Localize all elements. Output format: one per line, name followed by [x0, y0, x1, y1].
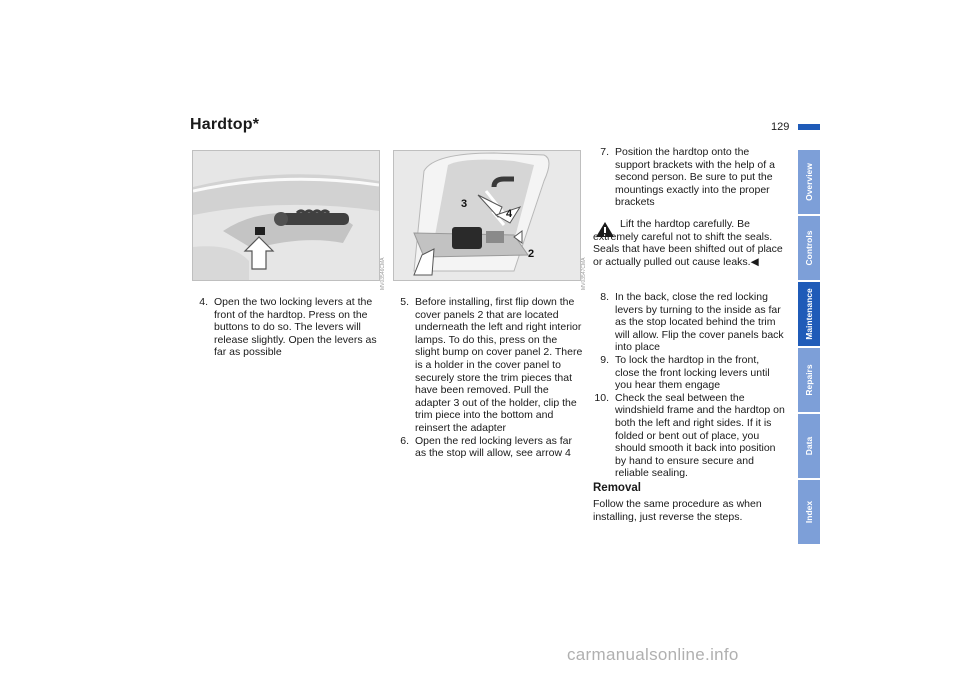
step-text: Position the hardtop onto the support brackets with the help of a second person. Be sure to put the mountings exactly into the proper brackets: [615, 146, 775, 209]
step-8: [593, 291, 785, 354]
step-7: [593, 146, 785, 209]
locking-lever-illustration: [193, 151, 379, 280]
tab-label: Data: [804, 436, 814, 456]
step-number: 8.: [600, 291, 609, 303]
step-text: Check the seal between the windshield frame and the hardtop on both the left and right sides. If it is folded or bent out of place, you should smooth it back into position by hand to ensure secure and reliable sealing.: [615, 391, 785, 480]
step-10: [593, 392, 785, 480]
tab-label: Controls: [804, 230, 814, 266]
tab-label: Repairs: [804, 364, 814, 396]
tab-maintenance[interactable]: [798, 282, 820, 346]
figure-locking-lever: [192, 150, 380, 281]
tab-repairs[interactable]: [798, 348, 820, 412]
step-text: Open the two locking levers at the front of the hardtop. Press on the buttons to do so. The levers will release slightly. Open the levers as far as possible: [214, 296, 377, 359]
instructions-right: [593, 291, 785, 480]
callout-2: 2: [528, 248, 535, 260]
figure-code: MV03546CMA: [380, 257, 386, 290]
step-text: In the back, close the red locking levers by turning to the inside as far as the stop located behind the trim will allow. Flip the cover panels back into place: [615, 291, 784, 354]
step-number: 5.: [400, 296, 409, 308]
step-text: To lock the hardtop in the front, close the front locking levers until you hear them engage: [615, 353, 770, 392]
page-title: Hardtop*: [190, 116, 260, 133]
removal-text: Follow the same procedure as when installing, just reverse the steps.: [593, 498, 762, 523]
tab-index[interactable]: [798, 480, 820, 544]
callout-4: 4: [506, 208, 513, 220]
removal-heading: Removal: [593, 482, 641, 494]
step-text: Before installing, first flip down the cover panels 2 that are located underneath the left and right interior lamps. To do this, press on the slight bump on cover panel 2. There is a holder in the cover panel to securely store the trim pieces that have been removed. Pull the adapter 3 out of the holder, clip the trim piece into the bottom and reinsert the adapter: [415, 296, 583, 434]
page-number: 129: [771, 121, 790, 133]
step-number: 9.: [600, 353, 609, 366]
tab-label: Overview: [804, 163, 814, 201]
step-number: 10.: [594, 391, 609, 404]
tab-controls[interactable]: [798, 216, 820, 280]
tab-label: Maintenance: [804, 288, 814, 340]
watermark: carmanualsonline.info: [567, 645, 739, 664]
step-number: 6.: [400, 434, 409, 447]
warning-text: Lift the hardtop carefully. Be extremely careful not to shift the seals. Seals that have been shifted out of place or actually pulled out cause leaks.◀: [593, 218, 783, 268]
tab-overview[interactable]: [798, 150, 820, 214]
tab-data[interactable]: [798, 414, 820, 478]
step-number: 7.: [600, 146, 609, 158]
figure-cover-panel: [393, 150, 581, 281]
instructions-left: [192, 296, 382, 359]
instructions-middle: [393, 296, 583, 460]
step-number: 4.: [199, 296, 208, 308]
page-marker: [798, 124, 820, 130]
cover-panel-illustration: [394, 151, 580, 280]
step-4: [192, 296, 382, 359]
step-6: [393, 435, 583, 460]
figure-code: MV03547CMA: [581, 257, 587, 290]
step-9: [593, 354, 785, 392]
step-text: Open the red locking levers as far as the stop will allow, see arrow 4: [415, 434, 572, 460]
step-5: [393, 296, 583, 435]
tab-label: Index: [804, 500, 814, 524]
instructions-right-top: [593, 146, 785, 209]
callout-3: 3: [461, 198, 468, 210]
section-tabs: [798, 150, 820, 546]
